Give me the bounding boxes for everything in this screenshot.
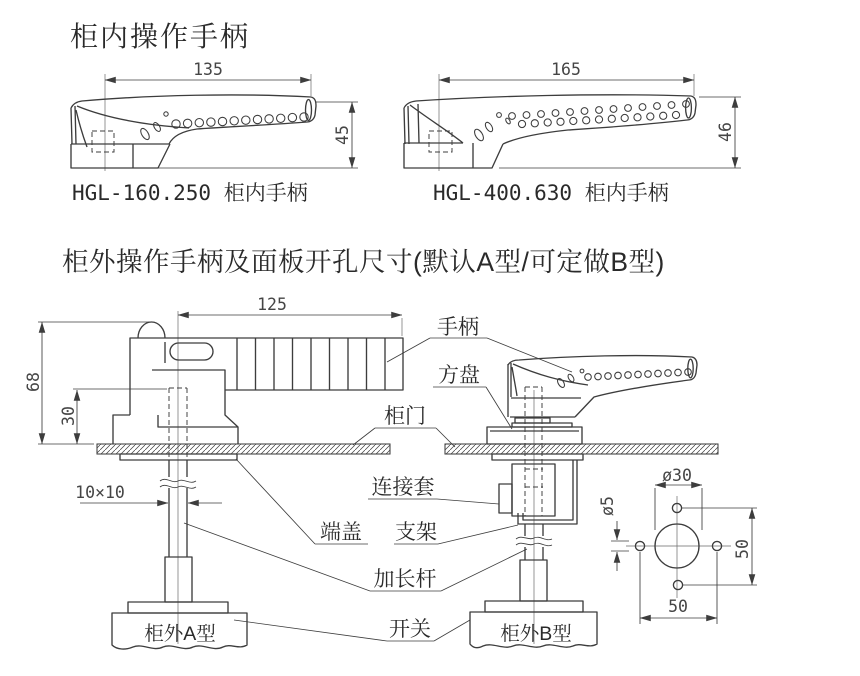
hgl400-drawing: [404, 60, 741, 205]
label-handle: 手柄: [437, 316, 479, 339]
leader-coupling-sleeve: [368, 499, 499, 504]
rod-coupler-b: [520, 560, 547, 601]
panel-cutout-drawing: [598, 466, 757, 624]
bracket: [518, 460, 577, 524]
dim-45-label: 45: [333, 125, 352, 145]
label-bracket: 支架: [395, 521, 437, 544]
label-switch: 开关: [389, 618, 431, 641]
coupling-sleeve: [512, 464, 555, 516]
section-title-external: 柜外操作手柄及面板开孔尺寸(默认A型/可定做B型): [62, 247, 665, 277]
shaft-hole-dashed: [92, 131, 114, 152]
hgl160-drawing: [71, 60, 358, 205]
handle-a-body: [113, 338, 403, 444]
dim-30-label: 30: [59, 406, 78, 426]
variant-label-a: 柜外A型: [144, 623, 216, 645]
square-plate: [487, 427, 582, 444]
screw-hole-bottom: [673, 580, 682, 589]
external-handles-section: [24, 247, 757, 649]
handle-b-body: [508, 356, 697, 417]
dim-46-label: 46: [716, 122, 735, 142]
grip-dots-row: [585, 369, 692, 381]
rod-coupler-a: [165, 557, 192, 602]
model-label-hgl160: HGL-160.250 柜内手柄: [72, 181, 308, 205]
flange-b: [492, 454, 583, 460]
variant-label-b: 柜外B型: [500, 623, 572, 645]
dim-50v-label: 50: [733, 539, 752, 559]
dim-68-label: 68: [24, 372, 43, 392]
label-square-plate: 方盘: [438, 364, 480, 387]
leader-switch: [234, 620, 470, 641]
dim-165-label: 165: [551, 60, 581, 79]
dim-50h-label: 50: [668, 597, 688, 616]
label-end-cap: 端盖: [320, 521, 362, 544]
internal-handles-section: [70, 21, 741, 205]
cabinet-door-panel-b: [445, 444, 718, 454]
coupling-sleeve-tab: [499, 484, 512, 513]
grip-dots-row-upper: [509, 101, 690, 120]
dim-10x10-label: 10×10: [75, 483, 125, 502]
handle-knob: [138, 322, 165, 338]
type-a-assembly: [24, 295, 403, 649]
label-extension-rod: 加长杆: [373, 568, 437, 591]
label-coupling-sleeve: 连接套: [371, 476, 435, 499]
end-cap-flange: [120, 454, 237, 460]
shaft-hole-dashed: [429, 131, 452, 152]
model-label-hgl400: HGL-400.630 柜内手柄: [433, 181, 669, 205]
label-cabinet-door: 柜门: [384, 405, 426, 428]
dim-d30-label: ø30: [662, 466, 692, 485]
dim-135-label: 135: [193, 60, 223, 79]
cabinet-door-panel-a: [97, 444, 390, 454]
grip-ribs: [237, 338, 385, 390]
leader-square-plate: [433, 387, 512, 429]
dim-125-label: 125: [257, 295, 287, 314]
section-title-internal: 柜内操作手柄: [70, 21, 251, 52]
dim-d5-label: ø5: [598, 496, 617, 516]
handle-slot: [170, 343, 213, 360]
